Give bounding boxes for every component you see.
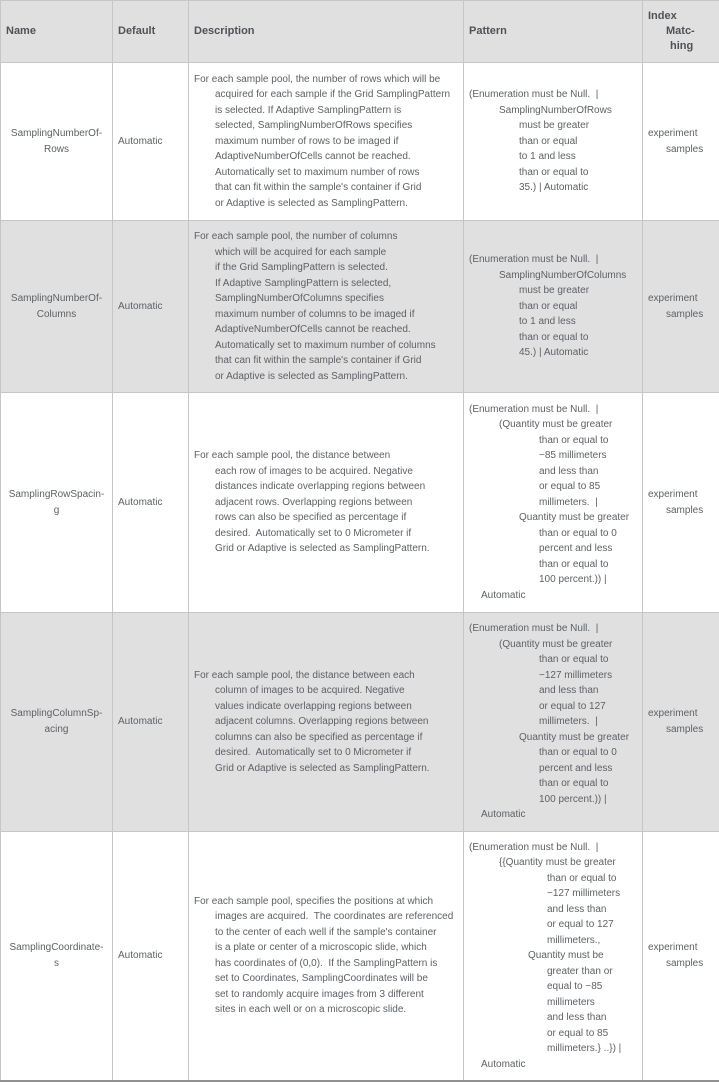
name-cell [1, 63, 113, 221]
name-cell [1, 831, 113, 1081]
table-body [1, 63, 719, 1082]
description-line: set to Coordinates, SamplingCoordinates will be [215, 973, 428, 985]
pattern-line: or equal to 85 [547, 1027, 609, 1039]
table-row [1, 831, 719, 1081]
description-line: each row of images to be acquired. Negative [215, 465, 413, 477]
pattern-line: 100 percent.)) | [539, 793, 607, 805]
pattern-line: percent and less [539, 543, 613, 555]
index-matching-line: samples [666, 308, 704, 320]
pattern-line: than or equal to [539, 778, 609, 789]
pattern-line: (Quantity must be greater [499, 419, 613, 431]
description-line: to the center of each well if the sample's container [215, 926, 437, 938]
default-cell [113, 831, 189, 1081]
description-line: Grid or Adaptive is selected as SamplingPattern. [215, 762, 430, 774]
description-line: that can fit within the sample's container if Grid [215, 182, 422, 194]
pattern-line: Quantity must be [528, 950, 604, 961]
col-header-default [113, 1, 189, 63]
name-cell [1, 613, 113, 832]
pattern-line: than or equal to [519, 166, 589, 178]
description-line: selected, SamplingNumberOfRows specifies [215, 120, 413, 132]
pattern-line: than or equal to [519, 331, 589, 343]
pattern-cell [464, 613, 643, 832]
index-matching-line: samples [666, 143, 704, 155]
pattern-line: or equal to 127 [547, 919, 614, 930]
pattern-line: (Quantity must be greater [499, 638, 613, 650]
name-cell [1, 221, 113, 393]
pattern-line: and less than [547, 903, 607, 915]
description-line: which will be acquired for each sample [215, 246, 387, 258]
pattern-line: than or equal [519, 135, 578, 147]
header-row [1, 1, 719, 63]
default-cell [113, 63, 189, 221]
index-matching-line: experiment [648, 942, 698, 954]
index-matching-line: samples [666, 723, 704, 735]
col-header-index-matching-label: hing [670, 40, 694, 52]
description-line: has coordinates of (0,0). If the SamplingPattern is [215, 957, 438, 969]
pattern-line: Automatic [481, 809, 526, 820]
col-header-pattern [464, 1, 643, 63]
pattern-line: 45.) | Automatic [519, 347, 589, 359]
description-line: set to randomly acquire images from 3 different [215, 988, 424, 1000]
description-cell [189, 63, 464, 221]
pattern-line: or equal to 127 [539, 700, 606, 712]
description-line: maximum number of columns to be imaged if [215, 308, 415, 320]
description-line: For each sample pool, the number of rows which will be [194, 73, 441, 85]
description-line: column of images to be acquired. Negative [215, 685, 405, 696]
pattern-line: Automatic [481, 589, 526, 601]
pattern-cell [464, 393, 643, 613]
pattern-line: to 1 and less [519, 151, 576, 163]
pattern-line: than or equal to [539, 654, 609, 665]
description-line: that can fit within the sample's container if Grid [215, 355, 422, 366]
default-value: Automatic [118, 300, 163, 312]
description-line: If Adaptive SamplingPattern is selected, [215, 277, 392, 289]
description-line: Automatically set to maximum number of rows [215, 166, 420, 178]
parameter-name-line: acing [44, 723, 69, 735]
description-line: is selected. If Adaptive SamplingPattern is [215, 104, 402, 116]
pattern-line: than or equal to [547, 872, 617, 884]
index-matching-cell [643, 613, 719, 832]
pattern-line: and less than [547, 1012, 607, 1023]
description-cell [189, 393, 464, 613]
pattern-line: Automatic [481, 1058, 526, 1070]
description-cell [189, 613, 464, 832]
pattern-line: SamplingNumberOfRows [499, 104, 612, 116]
description-line: SamplingNumberOfColumns specifies [215, 293, 384, 304]
pattern-line: (Enumeration must be Null. | [469, 403, 599, 415]
col-header-description-label: Description [194, 25, 255, 37]
pattern-line: Quantity must be greater [519, 731, 630, 743]
table-row [1, 613, 719, 832]
pattern-line: greater than or [547, 965, 613, 977]
pattern-cell [464, 831, 643, 1081]
col-header-index-matching-label: Index [648, 10, 677, 22]
pattern-line: Quantity must be greater [519, 512, 630, 524]
pattern-line: and less than [539, 465, 599, 477]
pattern-line: millimeters., [547, 934, 601, 946]
description-line: desired. Automatically set to 0 Micrometer if [215, 527, 412, 539]
pattern-line: 100 percent.)) | [539, 574, 607, 586]
description-line: For each sample pool, specifies the positions at which [194, 895, 434, 907]
name-cell [1, 393, 113, 613]
pattern-line: than or equal [519, 300, 578, 312]
description-line: if the Grid SamplingPattern is selected. [215, 262, 388, 273]
description-line: columns can also be specified as percentage if [215, 731, 423, 743]
pattern-line: and less than [539, 685, 599, 696]
pattern-line: percent and less [539, 762, 613, 774]
description-line: maximum number of rows to be imaged if [215, 135, 399, 147]
pattern-line: to 1 and less [519, 316, 576, 328]
description-line: images are acquired. The coordinates are referenced [215, 911, 454, 923]
description-line: AdaptiveNumberOfCells cannot be reached. [215, 151, 411, 163]
index-matching-line: samples [666, 504, 704, 516]
pattern-line: millimeters. | [539, 716, 598, 727]
description-line: values indicate overlapping regions between [215, 700, 412, 712]
pattern-line: than or equal to 0 [539, 747, 617, 758]
pattern-line: (Enumeration must be Null. | [469, 89, 599, 101]
parameter-name-line: SamplingNumberOf- [10, 293, 103, 304]
table-header [1, 1, 719, 63]
index-matching-line: experiment [648, 489, 698, 500]
default-cell [113, 613, 189, 832]
col-header-description [189, 1, 464, 63]
description-line: For each sample pool, the distance between each [194, 669, 415, 681]
index-matching-cell [643, 63, 719, 221]
col-header-name [1, 1, 113, 63]
parameter-name-line: Columns [36, 308, 77, 320]
col-header-default-label: Default [118, 25, 156, 37]
col-header-index-matching-label: Matc- [666, 25, 695, 37]
pattern-line: (Enumeration must be Null. | [469, 254, 599, 266]
description-line: adjacent rows. Overlapping regions between [215, 496, 413, 508]
description-line: Grid or Adaptive is selected as SamplingPattern. [215, 543, 430, 555]
pattern-line: than or equal to [539, 558, 609, 570]
table-row [1, 221, 719, 393]
pattern-line: than or equal to 0 [539, 527, 617, 539]
pattern-line: 35.) | Automatic [519, 182, 589, 194]
description-line: acquired for each sample if the Grid SamplingPattern [215, 89, 451, 101]
description-line: rows can also be specified as percentage if [215, 512, 407, 524]
pattern-line: millimeters [547, 996, 595, 1008]
pattern-line: must be greater [519, 285, 590, 297]
parameter-name-line: SamplingNumberOf- [10, 128, 103, 139]
index-matching-line: experiment [648, 708, 698, 720]
default-cell [113, 221, 189, 393]
description-line: or Adaptive is selected as SamplingPattern. [215, 370, 408, 382]
description-line: distances indicate overlapping regions between [215, 481, 426, 493]
description-line: desired. Automatically set to 0 Micrometer if [215, 747, 412, 758]
default-value: Automatic [118, 950, 163, 961]
description-cell [189, 221, 464, 393]
pattern-line: (Enumeration must be Null. | [469, 841, 599, 853]
col-header-name-label: Name [6, 25, 36, 37]
description-line: sites in each well or on a microscopic slide. [215, 1004, 407, 1016]
description-line: is a plate or center of a microscopic slide, which [215, 942, 427, 954]
description-line: AdaptiveNumberOfCells cannot be reached. [215, 324, 411, 335]
index-matching-cell [643, 831, 719, 1081]
index-matching-line: samples [666, 957, 704, 969]
description-line: or Adaptive is selected as SamplingPattern. [215, 197, 408, 209]
pattern-line: must be greater [519, 120, 590, 132]
table-row [1, 63, 719, 221]
pattern-line: equal to −85 [547, 981, 603, 992]
default-cell [113, 393, 189, 613]
description-line: Automatically set to maximum number of columns [215, 339, 436, 351]
index-matching-line: experiment [648, 128, 698, 139]
pattern-line: −127 millimeters [539, 669, 613, 681]
pattern-line: −127 millimeters [547, 888, 621, 899]
pattern-line: millimeters.} ..}) | [547, 1043, 622, 1054]
pattern-line: millimeters. | [539, 496, 598, 508]
pattern-line: SamplingNumberOfColumns [499, 269, 627, 281]
parameter-name-line: SamplingCoordinate- [9, 942, 104, 954]
parameter-name-line: Rows [43, 143, 69, 155]
pattern-cell [464, 63, 643, 221]
pattern-line: {{Quantity must be greater [499, 857, 616, 868]
table-row [1, 393, 719, 613]
index-matching-cell [643, 393, 719, 613]
index-matching-cell [643, 221, 719, 393]
pattern-line: or equal to 85 [539, 481, 601, 493]
pattern-line: (Enumeration must be Null. | [469, 623, 599, 634]
description-cell [189, 831, 464, 1081]
default-value: Automatic [118, 496, 163, 508]
col-header-index-matching [643, 1, 719, 63]
parameter-name-line: s [54, 957, 59, 969]
description-line: For each sample pool, the number of columns [194, 231, 398, 242]
index-matching-line: experiment [648, 293, 698, 304]
description-line: For each sample pool, the distance between [194, 450, 391, 462]
pattern-cell [464, 221, 643, 393]
col-header-pattern-label: Pattern [469, 25, 507, 37]
parameter-name-line: g [53, 504, 60, 516]
pattern-line: −85 millimeters [539, 450, 607, 462]
default-value: Automatic [118, 135, 163, 147]
description-line: adjacent columns. Overlapping regions between [215, 716, 429, 727]
parameter-name-line: SamplingColumnSp- [10, 708, 103, 720]
pattern-line: than or equal to [539, 434, 609, 446]
default-value: Automatic [118, 716, 163, 727]
parameter-name-line: SamplingRowSpacin- [8, 489, 105, 500]
